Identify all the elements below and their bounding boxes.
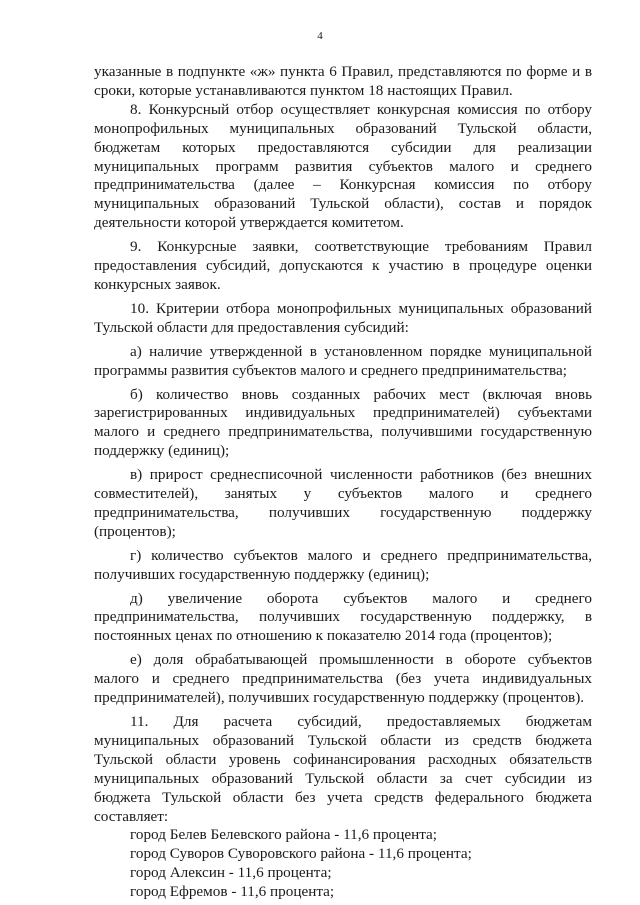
paragraph-11: 11. Для расчета субсидий, предоставляемых бюджетам муниципальных образований Тульской области из средств бюджета Тульской области уровень софинансирования расходных обязательств муниципальных образований Тульской области за счет субсидии из бюджета Тульской области без учета средств федерального бюджета составляет: <box>94 713 592 825</box>
criterion-v: в) прирост среднесписочной численности работников (без внешних совместителей), занятых у субъектов малого и среднего предпринимательства, получивших государственную поддержку (процентов); <box>94 466 592 540</box>
paragraph-9: 9. Конкурсные заявки, соответствующие требованиям Правил предоставления субсидий, допускаются к участию в процедуре оценки конкурсных заявок. <box>94 238 592 293</box>
criterion-d: д) увеличение оборота субъектов малого и среднего предпринимательства, получивших государственную поддержку, в постоянных ценах по отношению к показателю 2014 года (процентов); <box>94 589 592 645</box>
criterion-a: а) наличие утвержденной в установленном порядке муниципальной программы развития субъектов малого и среднего предпринимательства; <box>94 342 592 379</box>
city-line-belev: город Белев Белевского района - 11,6 процента; <box>130 826 437 844</box>
paragraph-8: 8. Конкурсный отбор осуществляет конкурсная комиссия по отбору монопрофильных муниципальных образований Тульской области, бюджетам которых предоставляются субсидии для реализации муниципальных программ развития субъектов малого и среднего предпринимательства (далее – Конкурсная комиссия по отбору муниципальных образований Тульской области), состав и порядок деятельности которой утверждается комитетом. <box>94 100 592 232</box>
criterion-b: б) количество вновь созданных рабочих мест (включая вновь зарегистрированных индивидуальных предпринимателей) субъектами малого и среднего предпринимательства, получившими государственную поддержку (единиц); <box>94 385 592 460</box>
paragraph-10: 10. Критерии отбора монопрофильных муниципальных образований Тульской области для предоставления субсидий: <box>94 299 592 336</box>
criterion-g: г) количество субъектов малого и среднего предпринимательства, получивших государственную поддержку (единиц); <box>94 546 592 583</box>
criterion-e: е) доля обрабатывающей промышленности в обороте субъектов малого и среднего предпринимательства (без учета индивидуальных предпринимателей), получивших государственную поддержку (процентов). <box>94 651 592 707</box>
paragraph-continuation: указанные в подпункте «ж» пункта 6 Правил, представляются по форме и в сроки, которые устанавливаются пунктом 18 настоящих Правил. <box>94 63 592 99</box>
page-number: 4 <box>317 30 323 42</box>
city-line-efremov: город Ефремов - 11,6 процента; <box>130 883 335 901</box>
city-line-aleksin: город Алексин - 11,6 процента; <box>130 864 332 882</box>
city-line-suvorov: город Суворов Суворовского района - 11,6 процента; <box>130 845 472 863</box>
document-body <box>94 63 592 902</box>
